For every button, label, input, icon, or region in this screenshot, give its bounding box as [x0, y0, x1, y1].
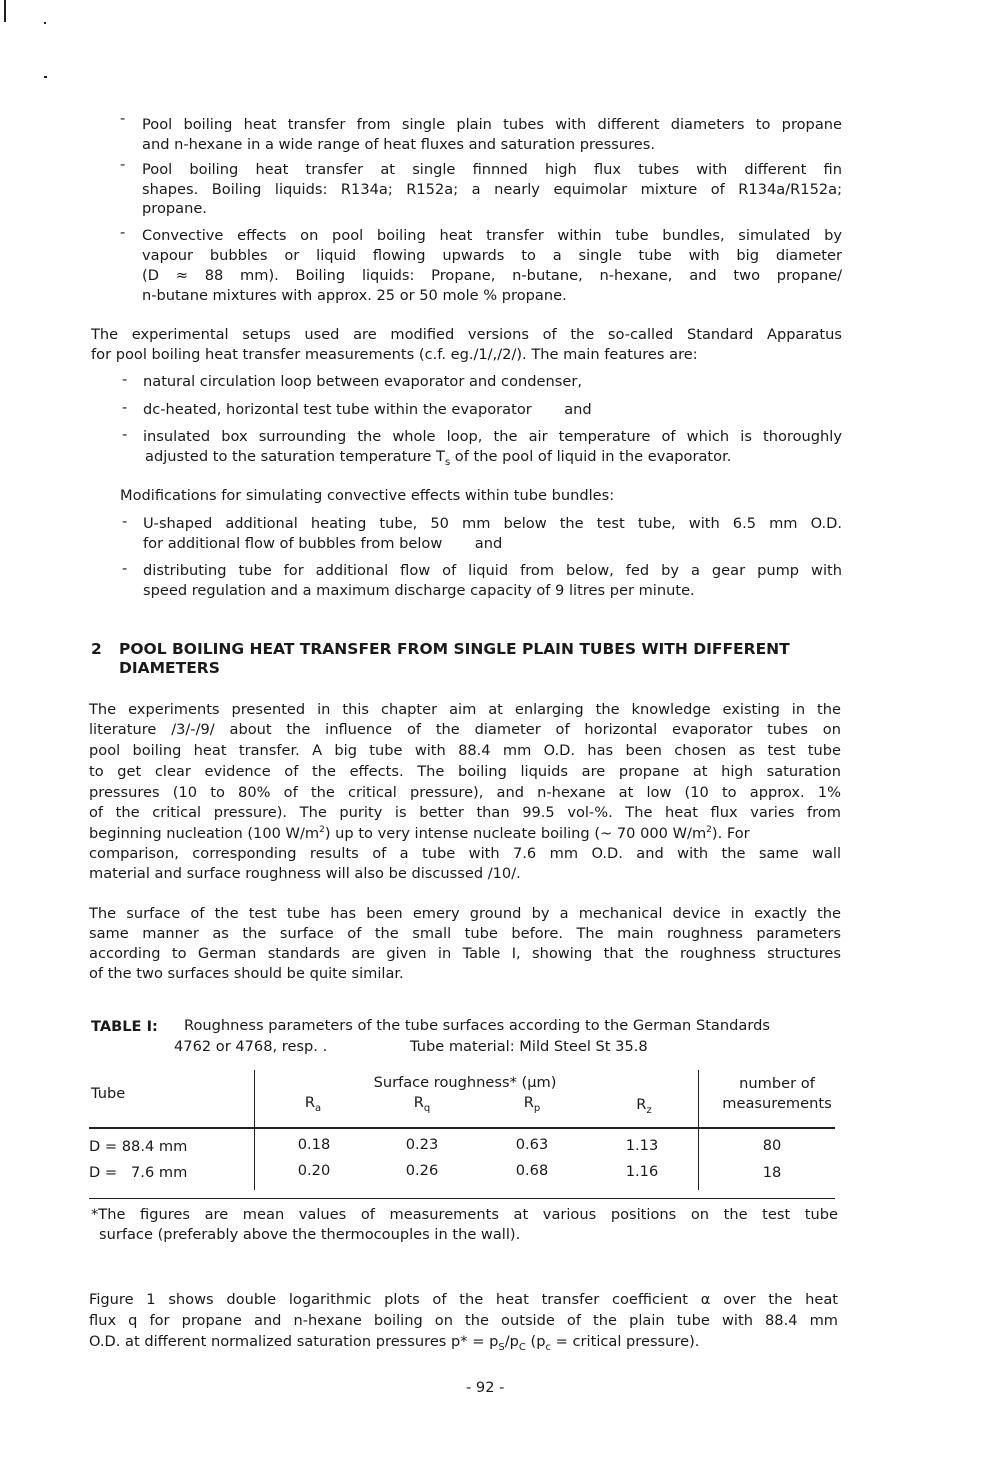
modifications-heading: Modifications for simulating convective effects within tube bundles: — [120, 487, 615, 504]
column-header-count: measurements — [722, 1095, 832, 1112]
text-run: adjusted to the saturation temperature T — [145, 448, 445, 465]
text-run: ). For — [711, 824, 750, 842]
column-header-tube: Tube — [91, 1085, 126, 1102]
table-cell: 0.20 — [297, 1162, 331, 1179]
table-cell: 0.68 — [515, 1162, 549, 1179]
paragraph-line: material and surface roughness will also be discussed /10/. — [89, 865, 521, 882]
table-vertical-rule — [698, 1070, 699, 1190]
table-cell: 0.63 — [515, 1136, 549, 1153]
column-header-param: $R_z$ — [636, 1096, 652, 1116]
subscript: c — [545, 1341, 552, 1353]
list-item-line: speed regulation and a maximum discharge capacity of 9 litres per minute. — [143, 582, 695, 599]
paragraph-line: of the critical pressure). The purity is better than 99.5 vol-%. The heat flux varies from — [89, 804, 841, 821]
table-cell: 1.16 — [625, 1163, 659, 1180]
section-title: DIAMETERS — [119, 659, 220, 677]
list-item-line: (D ≈ 88 mm). Boiling liquids: Propane, n-butane, n-hexane, and two propane/ — [142, 267, 842, 284]
paragraph-line: pressures (10 to 80% of the critical pressure), and n-hexane at low (10 to approx. 1% — [89, 784, 841, 801]
subscript: s — [444, 456, 451, 468]
paragraph-line: literature /3/-/9/ about the influence of the diameter of horizontal evaporator tubes on — [89, 721, 841, 738]
paragraph-line — [89, 826, 750, 841]
section-number: 2 — [91, 640, 102, 658]
text-run: = critical pressure). — [551, 1333, 700, 1350]
list-item-line: Pool boiling heat transfer from single plain tubes with different diameters to propane — [142, 116, 842, 133]
table-footnote: *The figures are mean values of measurements at various positions on the test tube — [91, 1206, 838, 1223]
list-item-line: natural circulation loop between evaporator and condenser, — [143, 373, 582, 390]
setup-paragraph-line: for pool boiling heat transfer measurements (c.f. eg./1/,/2/). The main features are: — [91, 346, 698, 363]
list-dash: - — [122, 513, 128, 530]
paragraph-line — [89, 1335, 699, 1353]
superscript: 2 — [319, 825, 325, 835]
paragraph-line: The experiments presented in this chapter aim at enlarging the knowledge existing in the — [89, 701, 841, 718]
text-run: ) up to very intense nucleate boiling (~ 70 000 W/m — [324, 824, 707, 842]
text-run: beginning nucleation (100 W/m — [89, 824, 320, 842]
table-cell: 0.23 — [405, 1136, 439, 1153]
list-item-line: n-butane mixtures with approx. 25 or 50 mole % propane. — [142, 287, 567, 304]
list-item-line: shapes. Boiling liquids: R134a; R152a; a nearly equimolar mixture of R134a/R152a; — [142, 181, 842, 198]
table-cell: 1.13 — [625, 1137, 659, 1154]
paragraph-line: to get clear evidence of the effects. The boiling liquids are propane at high saturation — [89, 763, 841, 780]
paragraph-line: Figure 1 shows double logarithmic plots of the heat transfer coefficient α over the heat — [89, 1291, 838, 1308]
list-dash: - — [120, 156, 126, 173]
column-header-param: $R_q$ — [413, 1094, 431, 1114]
column-header-param: $R_p$ — [523, 1094, 541, 1114]
subscript: C — [518, 1341, 526, 1353]
table-cell: 0.26 — [405, 1162, 439, 1179]
paragraph-line: same manner as the surface of the small tube before. The main roughness parameters — [89, 925, 841, 942]
paragraph-line: pool boiling heat transfer. A big tube with 88.4 mm O.D. has been chosen as test tube — [89, 742, 841, 759]
table-cell: 80 — [762, 1137, 782, 1154]
paragraph-line: of the two surfaces should be quite similar. — [89, 965, 404, 982]
table-caption: 4762 or 4768, resp. . — [174, 1038, 328, 1055]
list-item-line: for additional flow of bubbles from below and — [143, 535, 503, 552]
list-item-line: Convective effects on pool boiling heat transfer within tube bundles, simulated by — [142, 227, 842, 244]
list-item-line: distributing tube for additional flow of liquid from below, fed by a gear pump with — [143, 562, 842, 579]
text-run: O.D. at different normalized saturation pressures p* = p — [89, 1333, 499, 1350]
table-caption: Tube material: Mild Steel St 35.8 — [410, 1038, 648, 1055]
column-group-header: Surface roughness* (µm) — [373, 1074, 557, 1091]
table-caption: Roughness parameters of the tube surfaces according to the German Standards — [184, 1017, 770, 1034]
section-title: POOL BOILING HEAT TRANSFER FROM SINGLE PLAIN TUBES WITH DIFFERENT — [119, 640, 790, 658]
page-number: - 92 - — [466, 1379, 505, 1396]
scan-mark — [44, 22, 46, 24]
list-item-line: insulated box surrounding the whole loop, the air temperature of which is thoroughly — [143, 428, 842, 445]
column-header-param: $R_a$ — [304, 1094, 322, 1114]
paragraph-line: flux q for propane and n-hexane boiling on the outside of the plain tube with 88.4 mm — [89, 1312, 838, 1329]
paragraph-line: according to German standards are given in Table I, showing that the roughness structures — [89, 945, 841, 962]
scan-mark — [44, 76, 47, 78]
superscript: 2 — [706, 825, 712, 835]
setup-paragraph-line: The experimental setups used are modified versions of the so-called Standard Apparatus — [91, 326, 842, 343]
text-run: (p — [525, 1333, 546, 1350]
list-item-line: Pool boiling heat transfer at single finnned high flux tubes with different fin — [142, 161, 842, 178]
list-dash: - — [120, 224, 126, 241]
list-dash: - — [122, 371, 128, 388]
table-cell-tube: D = 7.6 mm — [89, 1164, 188, 1181]
list-item-line: U-shaped additional heating tube, 50 mm below the test tube, with 6.5 mm O.D. — [143, 515, 842, 532]
list-item-line: dc-heated, horizontal test tube within the evaporator and — [143, 401, 592, 418]
table-bottom-rule — [89, 1198, 835, 1199]
list-dash: - — [122, 399, 128, 416]
table-cell-tube: D = 88.4 mm — [89, 1138, 188, 1155]
subscript: S — [498, 1341, 505, 1353]
list-item-line: and n-hexane in a wide range of heat fluxes and saturation pressures. — [142, 136, 656, 153]
list-dash: - — [122, 426, 128, 443]
table-header-rule — [89, 1127, 835, 1129]
column-header-count: number of — [739, 1075, 815, 1092]
paragraph-line: comparison, corresponding results of a tube with 7.6 mm O.D. and with the same wall — [89, 845, 841, 862]
paragraph-line: The surface of the test tube has been emery ground by a mechanical device in exactly the — [89, 905, 841, 922]
table-cell: 0.18 — [297, 1136, 331, 1153]
text-run: /p — [504, 1333, 519, 1350]
list-dash: - — [120, 110, 126, 127]
list-item-line: vapour bubbles or liquid flowing upwards to a single tube with big diameter — [142, 247, 842, 264]
list-dash: - — [122, 560, 128, 577]
table-vertical-rule — [254, 1070, 255, 1190]
table-footnote: surface (preferably above the thermocouples in the wall). — [99, 1226, 521, 1243]
list-item-line — [145, 450, 731, 468]
scan-mark — [4, 0, 6, 22]
table-cell: 18 — [762, 1164, 782, 1181]
table-label: TABLE I: — [91, 1018, 158, 1035]
list-item-line: propane. — [142, 200, 207, 217]
text-run: of the pool of liquid in the evaporator. — [450, 448, 732, 465]
